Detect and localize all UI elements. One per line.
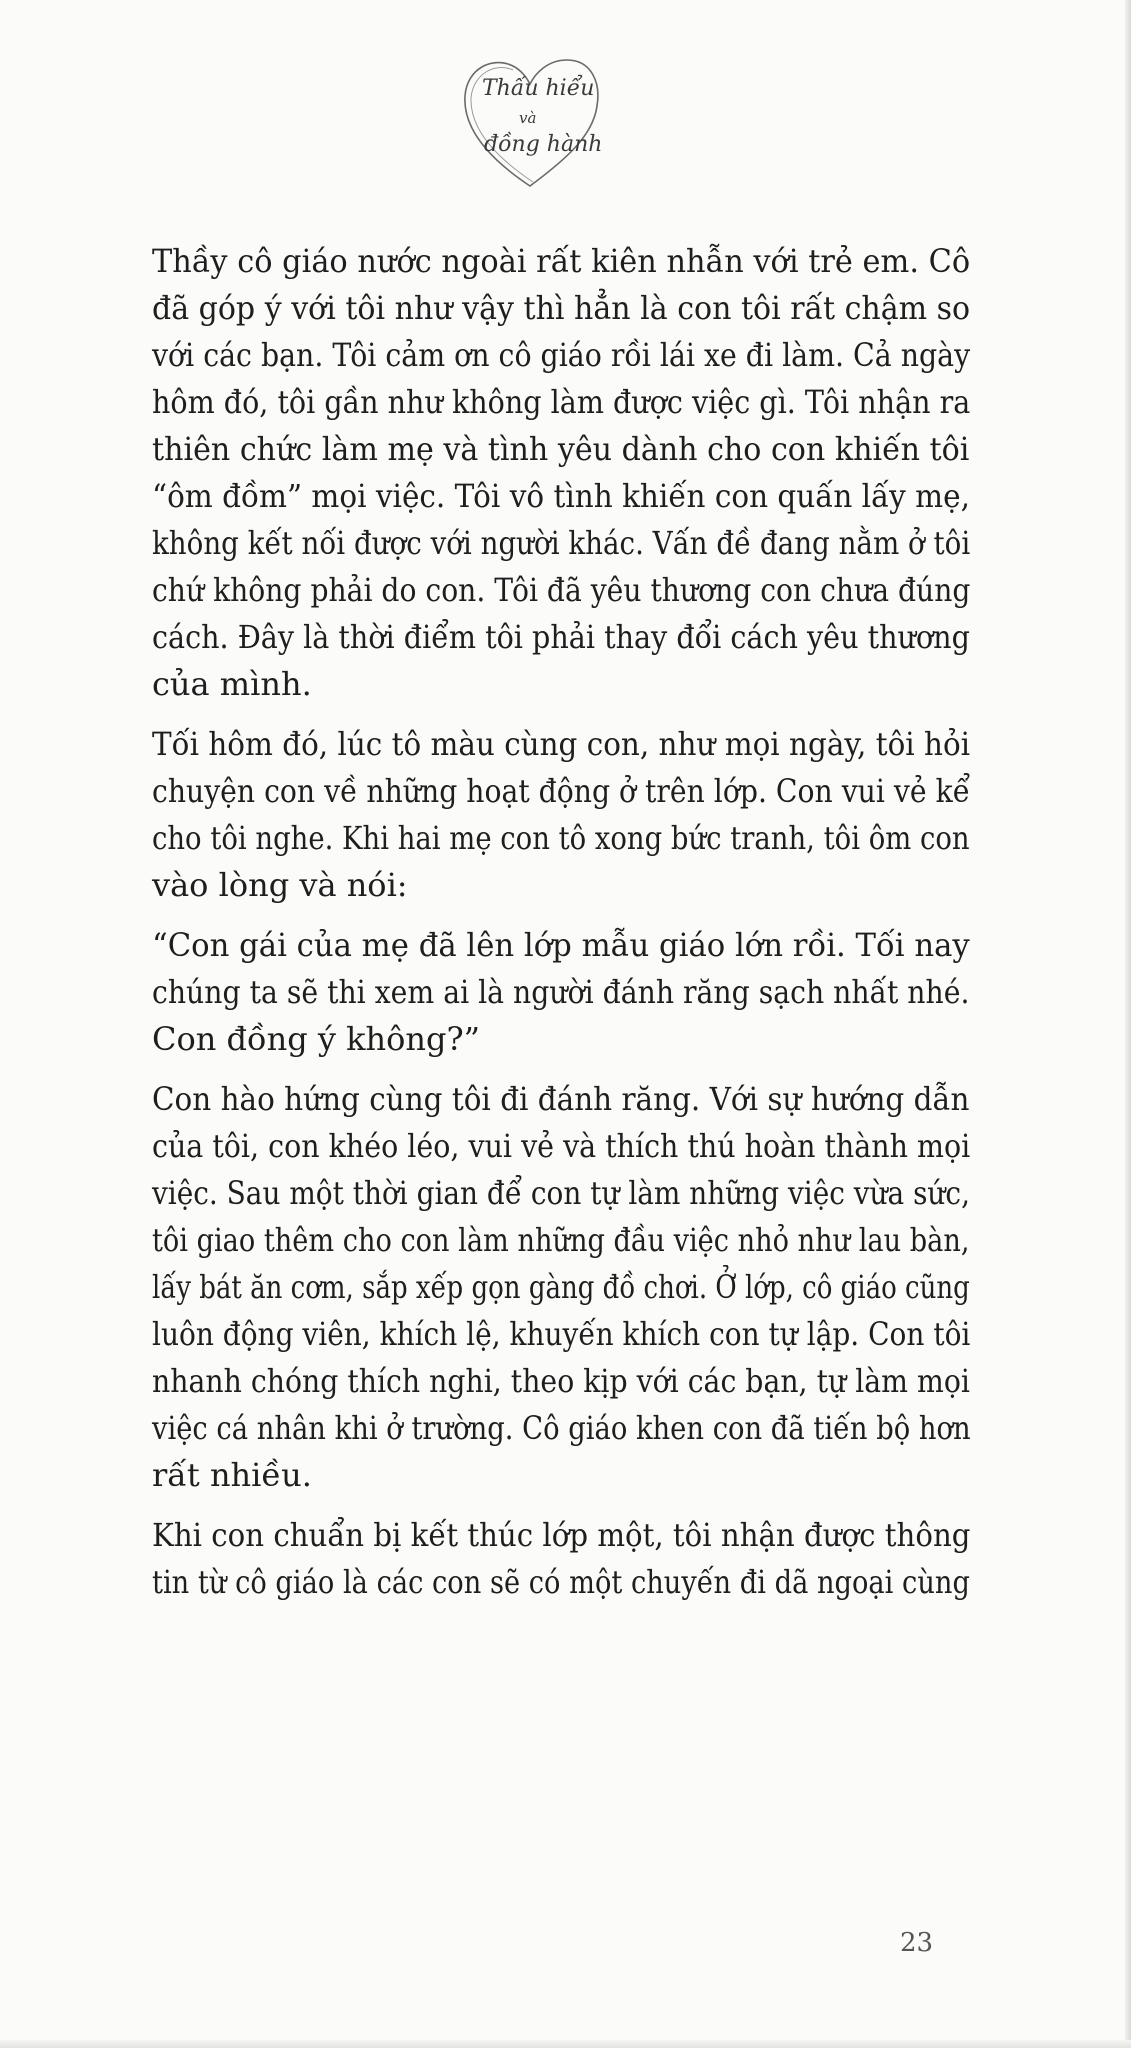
text-line: của mình. — [152, 665, 312, 703]
text-line: tin từ cô giáo là các con sẽ có một chuyến đi dã ngoại cùng — [152, 1563, 970, 1601]
paragraph-4 — [152, 1076, 970, 1499]
text-line: Khi con chuẩn bị kết thúc lớp một, tôi nhận được thông — [152, 1516, 971, 1554]
text-line: việc cá nhân khi ở trường. Cô giáo khen con đã tiến bộ hơn — [152, 1409, 971, 1447]
paragraph-3 — [152, 922, 970, 1063]
text-line: Tối hôm đó, lúc tô màu cùng con, như mọi ngày, tôi hỏi — [152, 725, 971, 763]
text-line: lấy bát ăn cơm, sắp xếp gọn gàng đồ chơi. Ở lớp, cô giáo cũng — [152, 1268, 970, 1306]
text-line: Con hào hứng cùng tôi đi đánh răng. Với sự hướng dẫn — [152, 1080, 970, 1118]
logo-line-1: Thấu hiểu — [482, 76, 595, 101]
text-line: với các bạn. Tôi cảm ơn cô giáo rồi lái xe đi làm. Cả ngày — [152, 336, 971, 374]
text-line: “Con gái của mẹ đã lên lớp mẫu giáo lớn rồi. Tối nay — [152, 926, 970, 964]
logo-line-3: đồng hành — [484, 132, 603, 157]
text-line: Con đồng ý không?” — [152, 1020, 480, 1058]
paragraph-5 — [152, 1512, 970, 1606]
text-line: rất nhiều. — [152, 1456, 312, 1494]
text-line: luôn động viên, khích lệ, khuyến khích con tự lập. Con tôi — [152, 1315, 971, 1353]
text-line: hôm đó, tôi gần như không làm được việc gì. Tôi nhận ra — [152, 383, 971, 421]
page-edge-bottom — [0, 2040, 1131, 2048]
page-edge-right — [1125, 0, 1131, 2048]
page-number: 23 — [900, 1928, 934, 1958]
text-line: tôi giao thêm cho con làm những đầu việc nhỏ như lau bàn, — [152, 1221, 970, 1259]
text-line: chứ không phải do con. Tôi đã yêu thương con chưa đúng — [152, 571, 971, 609]
body-text — [152, 238, 970, 1619]
text-line: thiên chức làm mẹ và tình yêu dành cho con khiến tôi — [152, 430, 970, 468]
text-line: cách. Đây là thời điểm tôi phải thay đổi cách yêu thương — [152, 618, 970, 656]
text-line: Thầy cô giáo nước ngoài rất kiên nhẫn với trẻ em. Cô — [152, 242, 971, 280]
text-line: vào lòng và nói: — [152, 866, 408, 904]
text-line: việc. Sau một thời gian để con tự làm những việc vừa sức, — [152, 1174, 970, 1212]
text-line: không kết nối được với người khác. Vấn đề đang nằm ở tôi — [152, 524, 971, 562]
text-line: đã góp ý với tôi như vậy thì hẳn là con tôi rất chậm so — [152, 289, 971, 327]
text-line: cho tôi nghe. Khi hai mẹ con tô xong bức tranh, tôi ôm con — [152, 819, 970, 857]
paragraph-2 — [152, 721, 970, 909]
text-line: của tôi, con khéo léo, vui vẻ và thích thú hoàn thành mọi — [152, 1127, 971, 1165]
text-line: “ôm đồm” mọi việc. Tôi vô tình khiến con quấn lấy mẹ, — [152, 477, 970, 515]
paragraph-1 — [152, 238, 970, 708]
text-line: nhanh chóng thích nghi, theo kịp với các bạn, tự làm mọi — [152, 1362, 970, 1400]
text-line: chuyện con về những hoạt động ở trên lớp. Con vui vẻ kể — [152, 772, 971, 810]
text-line: chúng ta sẽ thi xem ai là người đánh răng sạch nhất nhé. — [152, 973, 970, 1011]
logo-line-2: và — [519, 109, 537, 127]
